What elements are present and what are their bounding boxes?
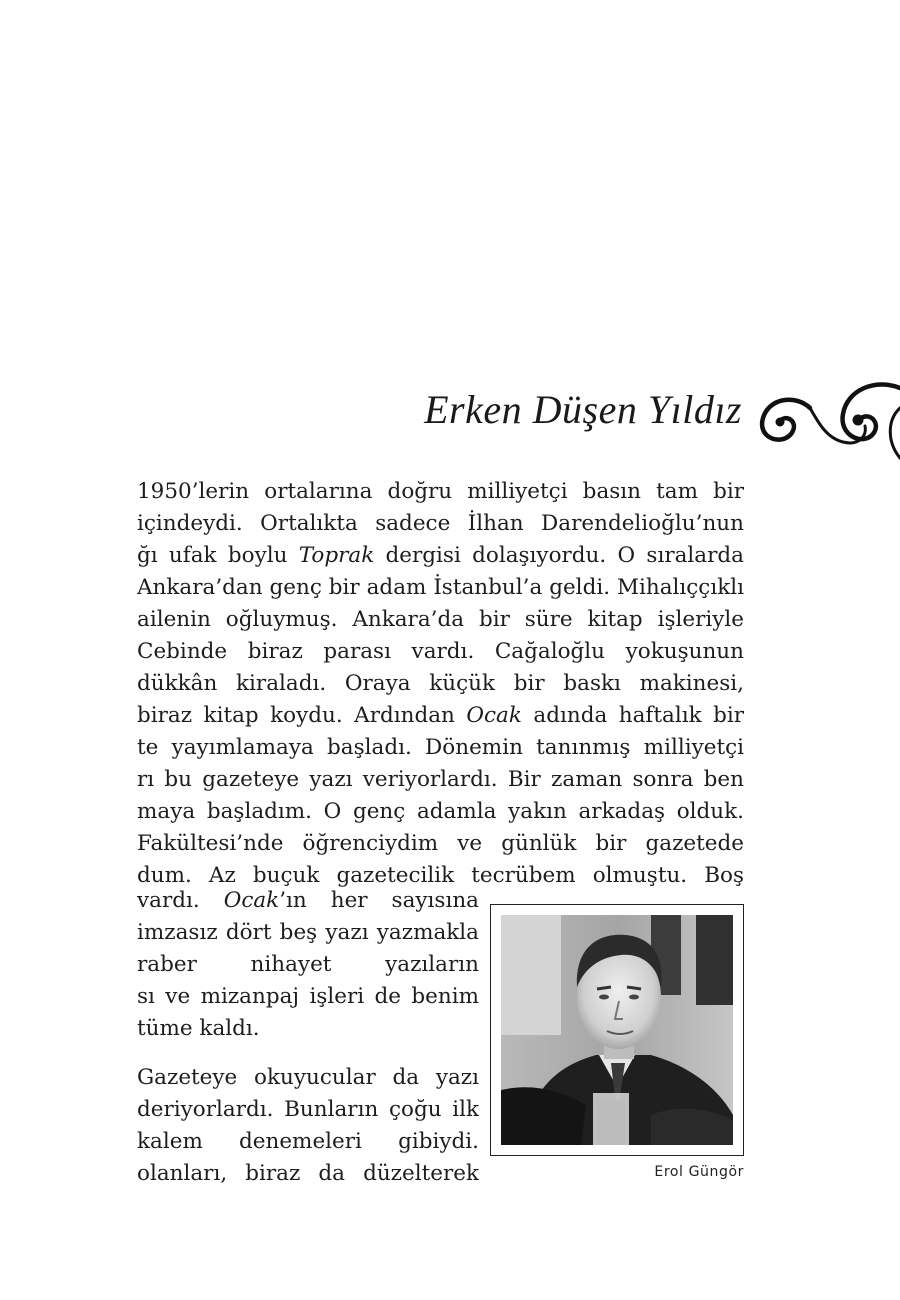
text-run: rı bu gazeteye yazı veriyorlardı. Bir zaman sonra ben (137, 767, 744, 792)
text-run: deriyorlardı. Bunların çoğu ilk (137, 1097, 479, 1122)
text-line (137, 796, 744, 828)
text-run: raber nihayet yazıların (137, 952, 479, 977)
text-line (137, 668, 744, 700)
text-run: sı ve mizanpaj işleri de benim (137, 984, 479, 1009)
italic-title: Ocak (466, 703, 522, 728)
text-run: te yayımlamaya başladı. Dönemin tanınmış milliyetçi (137, 735, 744, 760)
text-run: olanları, biraz da düzelterek (137, 1161, 479, 1186)
text-run: dergisi dolaşıyordu. O sıralarda (385, 543, 744, 568)
text-run: vardı. (137, 888, 224, 913)
text-run: Cebinde biraz parası vardı. Cağaloğlu yokuşunun (137, 639, 744, 664)
text-run: kalem denemeleri gibiydi. (137, 1129, 479, 1154)
text-line (137, 1158, 479, 1190)
text-run: Gazeteye okuyucular da yazı (137, 1065, 479, 1090)
text-run: imzasız dört beş yazı yazmakla (137, 920, 479, 945)
photo-frame (490, 904, 744, 1156)
text-run: ailenin oğluymuş. Ankara’da bir süre kitap işleriyle (137, 607, 744, 632)
text-line (137, 604, 744, 636)
body-paragraph-1-continued (137, 885, 479, 1045)
text-line (137, 828, 744, 860)
text-line (137, 700, 744, 732)
text-run: tüme kaldı. (137, 1016, 260, 1041)
text-run: 1950’lerin ortalarına doğru milliyetçi basın tam bir (137, 479, 744, 504)
chapter-header (0, 380, 900, 470)
body-paragraph-2 (137, 1062, 479, 1190)
italic-title: Ocak (223, 888, 280, 913)
text-line (137, 732, 744, 764)
chapter-title: Erken Düşen Yıldız (424, 387, 742, 432)
text-line (137, 917, 479, 949)
text-line (137, 508, 744, 540)
text-line (137, 540, 744, 572)
text-run: biraz kitap koydu. Ardından (137, 703, 467, 728)
text-run: maya başladım. O genç adamla yakın arkadaş olduk. (137, 799, 744, 824)
text-run: dükkân kiraladı. Oraya küçük bir baskı makinesi, (137, 671, 744, 696)
text-run: içindeydi. Ortalıkta sadece İlhan Darendelioğlu’nun (137, 511, 744, 536)
swirl-ornament-icon (755, 380, 900, 460)
text-run: Fakültesi’nde öğrenciydim ve günlük bir gazetede (137, 831, 744, 856)
text-line (137, 1013, 479, 1045)
text-run: ’ın her sayısına (279, 888, 479, 913)
portrait-photo (501, 915, 733, 1145)
text-run: Ankara’dan genç bir adam İstanbul’a geldi. Mihalıççıklı (137, 575, 744, 600)
text-line (137, 1126, 479, 1158)
text-line (137, 981, 479, 1013)
text-line (137, 949, 479, 981)
text-line (137, 1094, 479, 1126)
text-run: ğı ufak boylu (137, 543, 299, 568)
text-line (137, 476, 744, 508)
body-paragraph-1 (137, 476, 744, 892)
photo-caption: Erol Güngör (654, 1164, 744, 1180)
text-line (137, 1062, 479, 1094)
text-line (137, 636, 744, 668)
text-line (137, 764, 744, 796)
text-line (137, 572, 744, 604)
italic-title: Toprak (298, 543, 375, 568)
text-line (137, 885, 479, 917)
text-run: adında haftalık bir (533, 703, 744, 728)
text-run: dum. Az buçuk gazetecilik tecrübem olmuştu. Boş (137, 863, 744, 888)
